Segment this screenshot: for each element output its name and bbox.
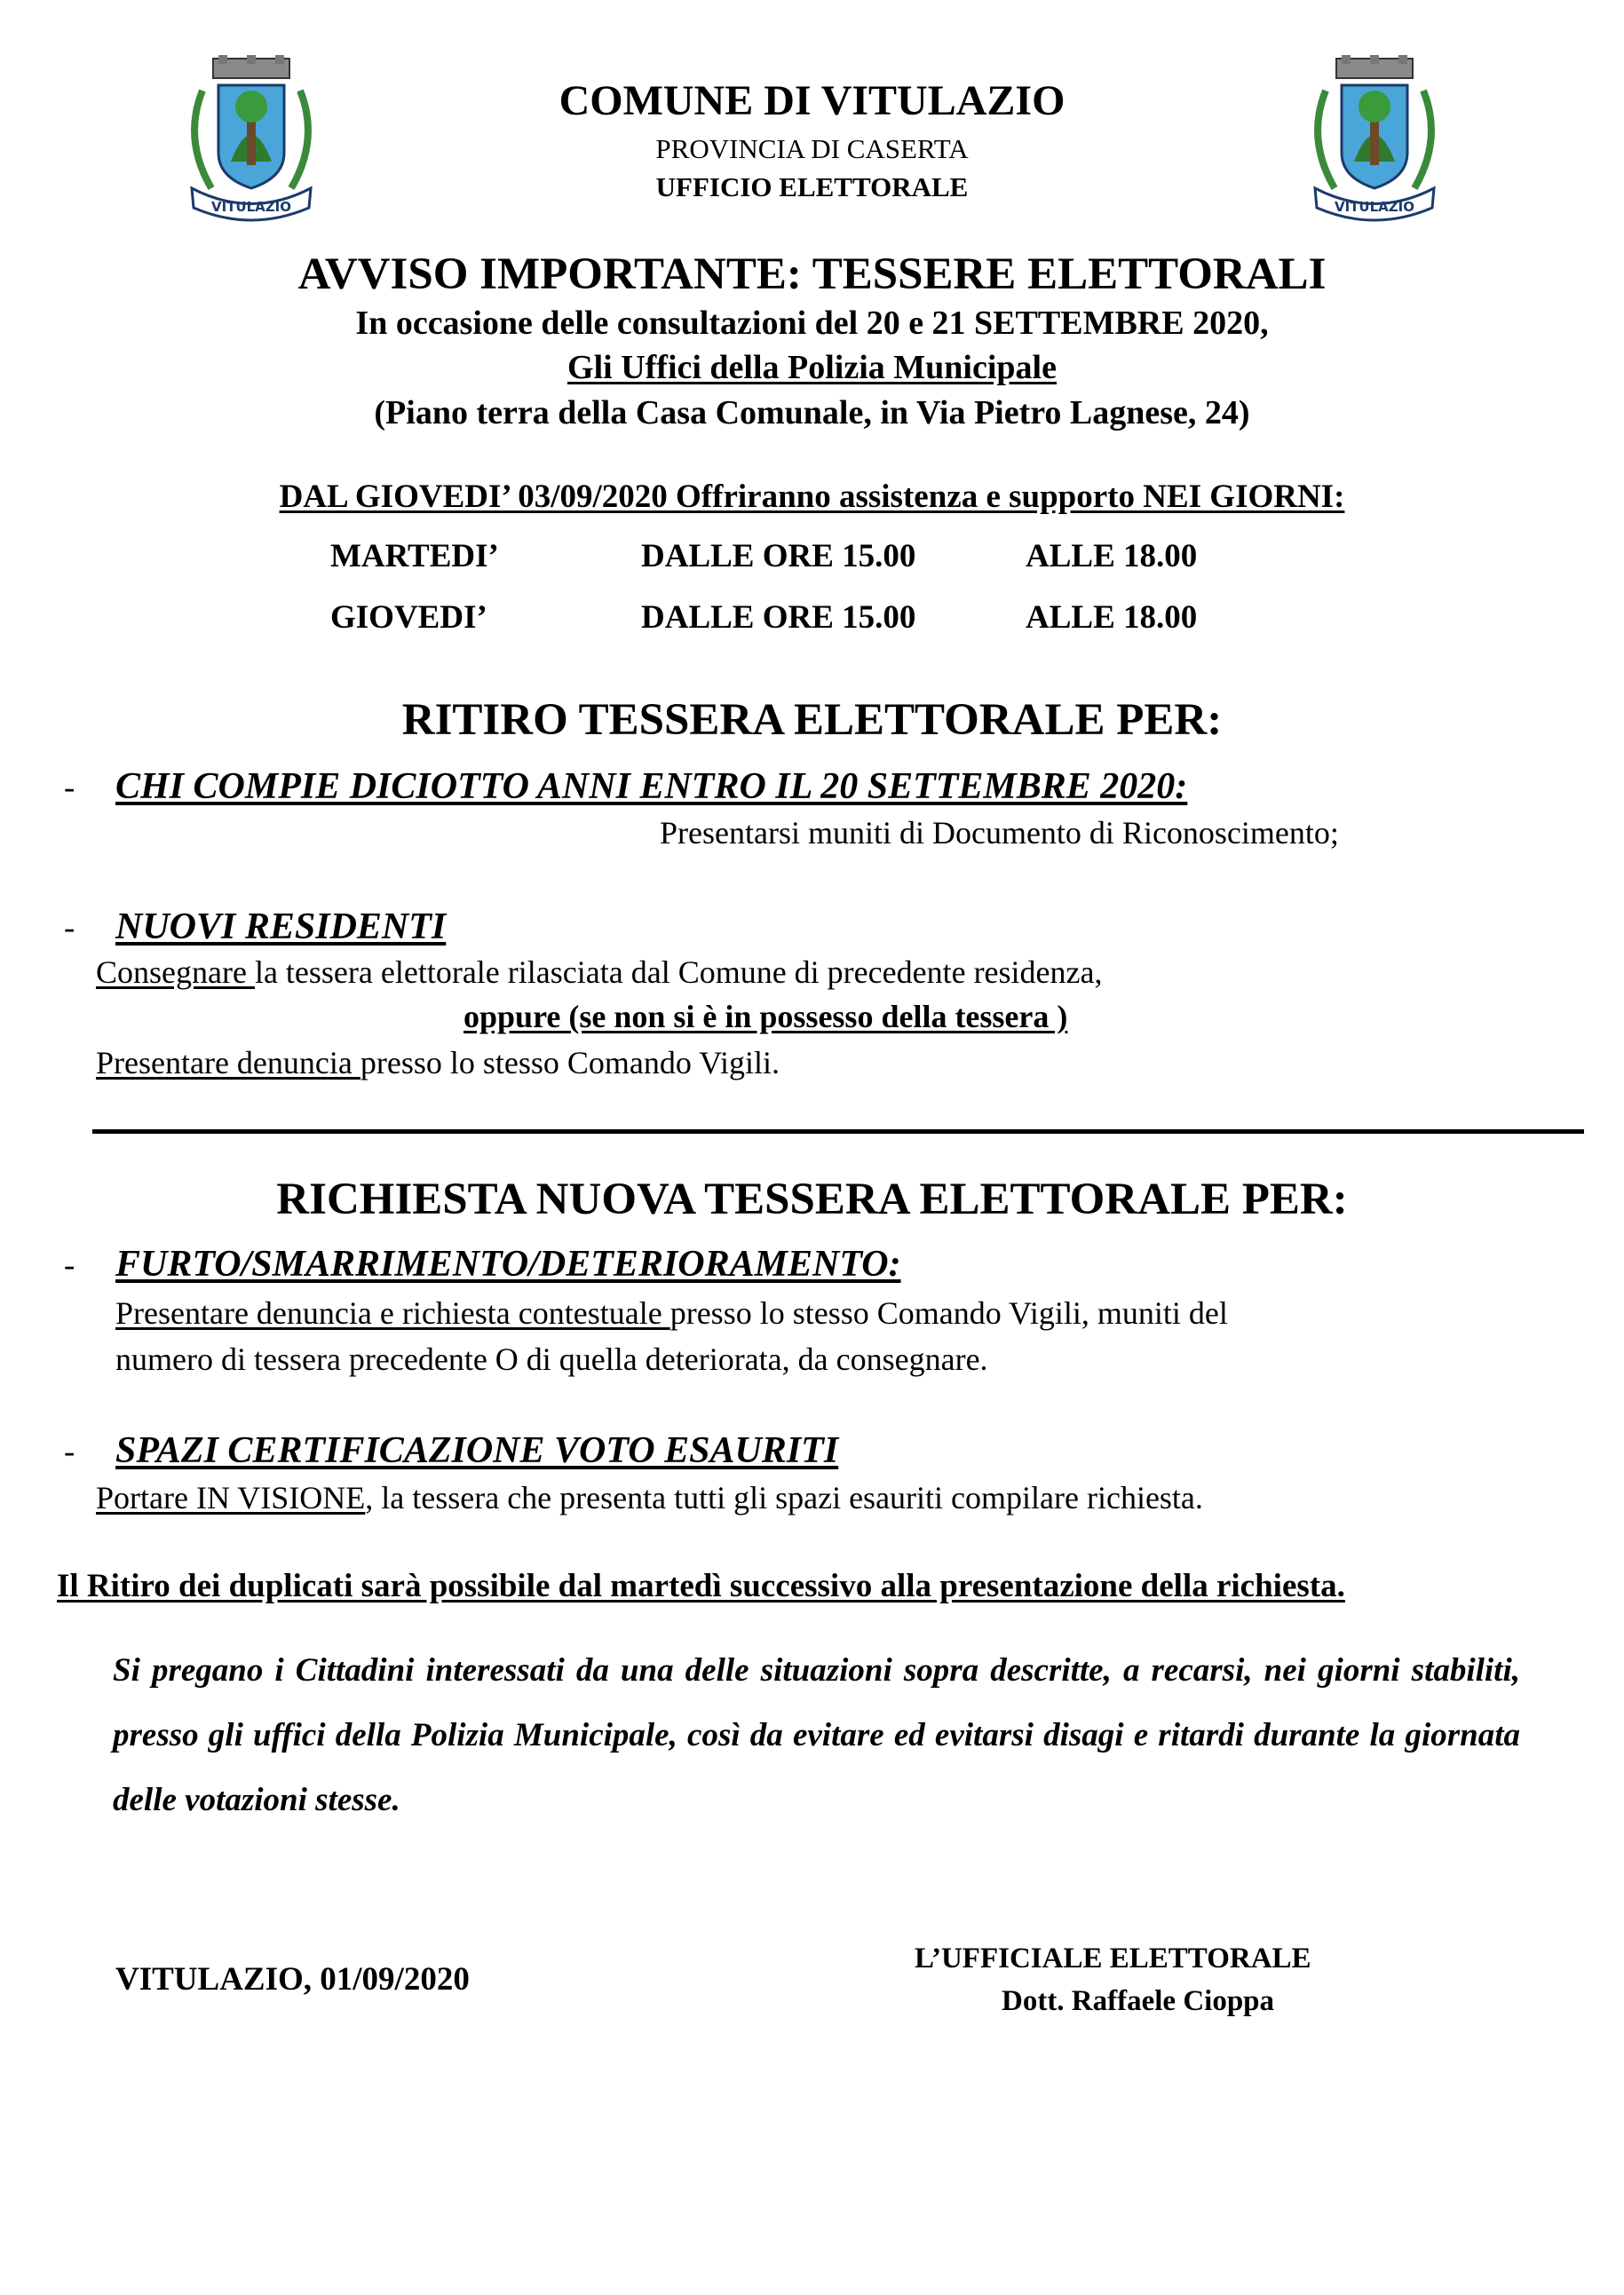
bullet-3: -: [64, 1247, 75, 1284]
schedule-day-1: MARTEDI’: [330, 538, 499, 574]
ritiro-item-2-line-1: [96, 954, 1102, 991]
richiesta-item-1-line-2: numero di tessera precedente O di quella deteriorata, da consegnare.: [115, 1341, 988, 1377]
richiesta-item-2-line-rest: , la tessera che presenta tutti gli spazi esauriti compilare richiesta.: [365, 1480, 1203, 1515]
municipality-name: COMUNE DI VITULAZIO: [558, 77, 1066, 124]
bullet-1: -: [64, 770, 75, 806]
schedule-day-2: GIOVEDI’: [330, 599, 487, 636]
ritiro-item-2-line-3: [96, 1044, 780, 1081]
province-name: PROVINCIA DI CASERTA: [655, 133, 969, 164]
ritiro-item-1-title: CHI COMPIE DICIOTTO ANNI ENTRO IL 20 SETTEMBRE 2020:: [115, 766, 1188, 807]
ritiro-item-2-presentare: Presentare denuncia: [96, 1045, 360, 1080]
ritiro-item-2-line-2: oppure (se non si è in possesso della tessera ): [463, 999, 1068, 1034]
schedule-from-1: DALLE ORE 15.00: [641, 538, 916, 574]
seal-text-left: VITULAZIO: [211, 199, 291, 215]
richiesta-item-2-title: SPAZI CERTIFICAZIONE VOTO ESAURITI: [115, 1430, 839, 1471]
notice-line-2-wrap: [0, 348, 1624, 387]
ritiro-heading: RITIRO TESSERA ELETTORALE PER:: [401, 695, 1223, 745]
schedule-heading: DAL GIOVEDI’ 03/09/2020 Offriranno assistenza e supporto NEI GIORNI:: [279, 479, 1345, 515]
richiesta-item-2-line: [96, 1479, 1203, 1516]
richiesta-heading: RICHIESTA NUOVA TESSERA ELETTORALE PER:: [276, 1175, 1348, 1224]
richiesta-item-2-portare: Portare IN VISIONE: [96, 1480, 366, 1515]
richiesta-item-1-presentare: Presentare denuncia e richiesta contestuale: [115, 1295, 670, 1331]
ritiro-item-2-title: NUOVI RESIDENTI: [115, 906, 447, 947]
notice-title: AVVISO IMPORTANTE: TESSERE ELETTORALI: [297, 249, 1327, 299]
office-name: UFFICIO ELETTORALE: [655, 171, 969, 202]
ritiro-item-2-consegnare: Consegnare: [96, 954, 255, 990]
ritiro-item-2-line-3-rest: presso lo stesso Comando Vigili.: [360, 1045, 780, 1080]
duplicati-notice: Il Ritiro dei duplicati sarà possibile dal martedì successivo alla presentazione della richiesta.: [57, 1568, 1345, 1604]
richiesta-item-1-title: FURTO/SMARRIMENTO/DETERIORAMENTO:: [115, 1244, 901, 1285]
schedule-to-1: ALLE 18.00: [1026, 538, 1198, 574]
place-date: VITULAZIO, 01/09/2020: [115, 1961, 470, 1998]
seal-text-right: VITULAZIO: [1335, 199, 1414, 215]
richiesta-item-1-line-1-rest: presso lo stesso Comando Vigili, muniti del: [669, 1295, 1228, 1331]
notice-line-1: In occasione delle consultazioni del 20 e 21 SETTEMBRE 2020,: [355, 305, 1269, 342]
ritiro-item-1-text: Presentarsi muniti di Documento di Riconoscimento;: [660, 815, 1339, 851]
appeal-paragraph: Si pregano i Cittadini interessati da una delle situazioni sopra descritte, a recarsi, nei giorni stabiliti, presso gli uffici della Polizia Municipale, così da evitare ed evitarsi disagi e ritardi durante la giornata delle votazioni stesse.: [113, 1652, 1520, 1818]
ritiro-item-2-line-1-rest: la tessera elettorale rilasciata dal Comune di precedente residenza,: [254, 954, 1103, 990]
richiesta-item-1-line-1: [115, 1294, 1228, 1332]
schedule-from-2: DALLE ORE 15.00: [641, 599, 916, 636]
signatory-title: L’UFFICIALE ELETTORALE: [915, 1943, 1311, 1974]
signatory-name: Dott. Raffaele Cioppa: [1002, 1985, 1275, 2017]
notice-line-2: Gli Uffici della Polizia Municipale: [567, 349, 1057, 386]
bullet-4: -: [64, 1434, 75, 1470]
notice-line-3: (Piano terra della Casa Comunale, in Via Pietro Lagnese, 24): [374, 394, 1250, 431]
bullet-2: -: [64, 910, 75, 946]
schedule-to-2: ALLE 18.00: [1026, 599, 1198, 636]
section-divider: [92, 1129, 1584, 1134]
